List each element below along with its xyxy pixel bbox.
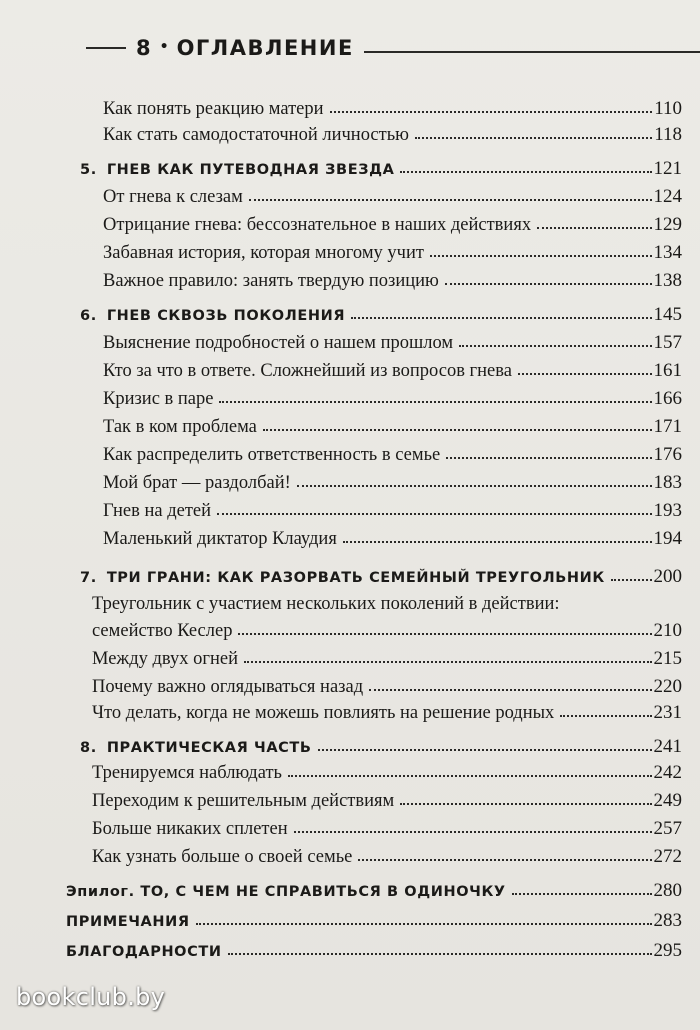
toc-entry-row — [92, 620, 682, 642]
toc-entry-title: ПРИМЕЧАНИЯ — [66, 914, 190, 930]
toc-entry-title: Как понять реакцию матери — [103, 99, 324, 119]
toc-entry-title: Выяснение подробностей о нашем прошлом — [103, 333, 454, 353]
dot-leader — [358, 859, 651, 861]
toc-entry-row — [92, 648, 682, 670]
toc-page-number: 215 — [653, 648, 682, 669]
toc-page-number: 242 — [653, 762, 682, 783]
dot-leader — [430, 255, 652, 257]
dot-leader — [228, 953, 652, 955]
page-number: 8 — [136, 36, 152, 60]
dot-leader — [219, 401, 651, 403]
toc-entry-title: Больше никаких сплетен — [92, 819, 288, 839]
toc-page-number: 161 — [653, 360, 682, 381]
dot-leader — [196, 923, 652, 925]
toc-page-number: 183 — [653, 472, 682, 493]
dot-leader — [400, 171, 651, 173]
toc-page-number: 138 — [653, 270, 682, 291]
chapter-title: ТРИ ГРАНИ: КАК РАЗОРВАТЬ СЕМЕЙНЫЙ ТРЕУГОЛЬНИК — [106, 570, 605, 586]
toc-page-number: 241 — [653, 736, 682, 757]
toc-page-number: 134 — [653, 242, 682, 263]
dot-leader — [537, 227, 651, 229]
toc-page-number: 210 — [653, 620, 682, 641]
toc-entry-title: Так в ком проблема — [103, 417, 257, 437]
toc-entry-title: Важное правило: занять твердую позицию — [103, 271, 439, 291]
toc-entry-title: От гнева к слезам — [103, 187, 243, 207]
toc-page-number: 157 — [653, 332, 682, 353]
dot-leader — [560, 715, 651, 717]
dot-leader — [445, 283, 652, 285]
toc-entry-title: семейство Кеслер — [92, 621, 233, 641]
dot-leader — [318, 749, 652, 751]
dot-leader — [400, 803, 651, 805]
dot-leader — [518, 373, 652, 375]
dot-leader — [369, 689, 651, 691]
chapter-title: ГНЕВ КАК ПУТЕВОДНАЯ ЗВЕЗДА — [106, 162, 395, 178]
toc-entry-row — [103, 528, 682, 550]
toc-page-number: 283 — [653, 910, 682, 931]
dot-leader — [244, 661, 652, 663]
dot-leader — [415, 137, 652, 139]
chapter-number: 7. — [80, 570, 97, 586]
toc-entry-row — [92, 818, 682, 840]
toc-entry-title: Что делать, когда не можешь повлиять на решение родных — [92, 703, 555, 723]
toc-page-number: 280 — [653, 880, 682, 901]
dot-leader — [351, 317, 651, 319]
toc-section-row — [66, 910, 682, 932]
watermark: bookclub.by — [16, 983, 166, 1011]
toc-page-number: 145 — [653, 304, 682, 325]
toc-entry-title: БЛАГОДАРНОСТИ — [66, 944, 222, 960]
dot-leader — [249, 199, 652, 201]
toc-entry-row — [103, 186, 682, 208]
toc-entry-row — [92, 762, 682, 784]
toc-entry-row — [92, 846, 682, 868]
toc-entry-title: Забавная история, которая многому учит — [103, 243, 424, 263]
toc-entry-title: Маленький диктатор Клаудия — [103, 529, 337, 549]
toc-page-number: 200 — [653, 566, 682, 587]
toc-chapter-row — [80, 158, 682, 180]
toc-page-number: 249 — [653, 790, 682, 811]
toc-entry-title: Тренируемся наблюдать — [92, 763, 282, 783]
toc-entry-row — [103, 98, 682, 120]
running-head — [86, 34, 700, 62]
toc-page-number: 194 — [653, 528, 682, 549]
toc-page-number: 193 — [653, 500, 682, 521]
toc-entry-title: Переходим к решительным действиям — [92, 791, 395, 811]
toc-entry-title: Гнев на детей — [103, 501, 212, 521]
dot-leader — [611, 579, 652, 581]
toc-entry-title: Почему важно оглядываться назад — [92, 677, 364, 697]
dot-leader — [459, 345, 651, 347]
toc-entry-row — [92, 702, 682, 724]
toc-page-number: 257 — [653, 818, 682, 839]
chapter-title: ПРАКТИЧЕСКАЯ ЧАСТЬ — [106, 740, 312, 756]
toc-chapter-row — [80, 566, 682, 588]
dot-leader — [343, 541, 652, 543]
toc-entry-row — [103, 124, 682, 146]
toc-entry-title: Эпилог. ТО, С ЧЕМ НЕ СПРАВИТЬСЯ В ОДИНОЧКУ — [66, 884, 506, 900]
toc-page-number: 171 — [653, 416, 682, 437]
toc-page-number: 231 — [653, 702, 682, 723]
dot-leader — [217, 513, 651, 515]
toc-entry-title: Мой брат — раздолбай! — [103, 473, 291, 493]
toc-entry-row — [103, 360, 682, 382]
toc-entry-title: Кто за что в ответе. Сложнейший из вопросов гнева — [103, 361, 512, 381]
dot-leader — [512, 893, 652, 895]
toc-entry-title: Кризис в паре — [103, 389, 214, 409]
toc-entry-title: Отрицание гнева: бессознательное в наших действиях — [103, 215, 532, 235]
dot-leader — [263, 429, 652, 431]
header-rule-right — [364, 51, 700, 53]
toc-entry-row — [103, 242, 682, 264]
toc-page-number: 110 — [654, 98, 682, 119]
toc-entry-row — [103, 270, 682, 292]
chapter-number: 6. — [80, 308, 97, 324]
dot-leader — [238, 633, 651, 635]
toc-page-number: 176 — [653, 444, 682, 465]
chapter-number: 5. — [80, 162, 97, 178]
dot-leader — [294, 831, 652, 833]
toc-entry-title: Как распределить ответственность в семье — [103, 445, 441, 465]
toc-page-number: 129 — [653, 214, 682, 235]
toc-entry-line: Треугольник с участием нескольких поколений в действии: — [92, 594, 560, 614]
toc-entry-title: Как стать самодостаточной личностью — [103, 125, 409, 145]
toc-page-number: 295 — [653, 940, 682, 961]
chapter-number: 8. — [80, 740, 97, 756]
toc-section-row — [66, 880, 682, 902]
chapter-title: ГНЕВ СКВОЗЬ ПОКОЛЕНИЯ — [106, 308, 346, 324]
toc-entry-row — [103, 388, 682, 410]
dot-leader — [446, 457, 651, 459]
page-title: ОГЛАВЛЕНИЕ — [176, 36, 354, 60]
toc-entry-row — [103, 444, 682, 466]
toc-entry-row — [103, 500, 682, 522]
dot-leader — [330, 111, 653, 113]
toc-entry-row — [92, 790, 682, 812]
dot-leader — [288, 775, 652, 777]
toc-page-number: 121 — [653, 158, 682, 179]
toc-entry-row — [103, 416, 682, 438]
toc-entry-row — [92, 676, 682, 698]
header-bullet: • — [159, 39, 169, 55]
toc-entry-row — [103, 472, 682, 494]
header-rule-left — [86, 47, 126, 49]
toc-chapter-row — [80, 736, 682, 758]
toc-entry-title: Между двух огней — [92, 649, 238, 669]
toc-page-number: 272 — [653, 846, 682, 867]
toc-section-row — [66, 940, 682, 962]
toc-entry-row — [103, 332, 682, 354]
dot-leader — [297, 485, 652, 487]
toc-entry-row — [103, 214, 682, 236]
toc-page-number: 220 — [653, 676, 682, 697]
toc-entry-title: Как узнать больше о своей семье — [92, 847, 353, 867]
toc-page-number: 166 — [653, 388, 682, 409]
toc-page-number: 118 — [654, 124, 682, 145]
toc-page-number: 124 — [653, 186, 682, 207]
toc-chapter-row — [80, 304, 682, 326]
